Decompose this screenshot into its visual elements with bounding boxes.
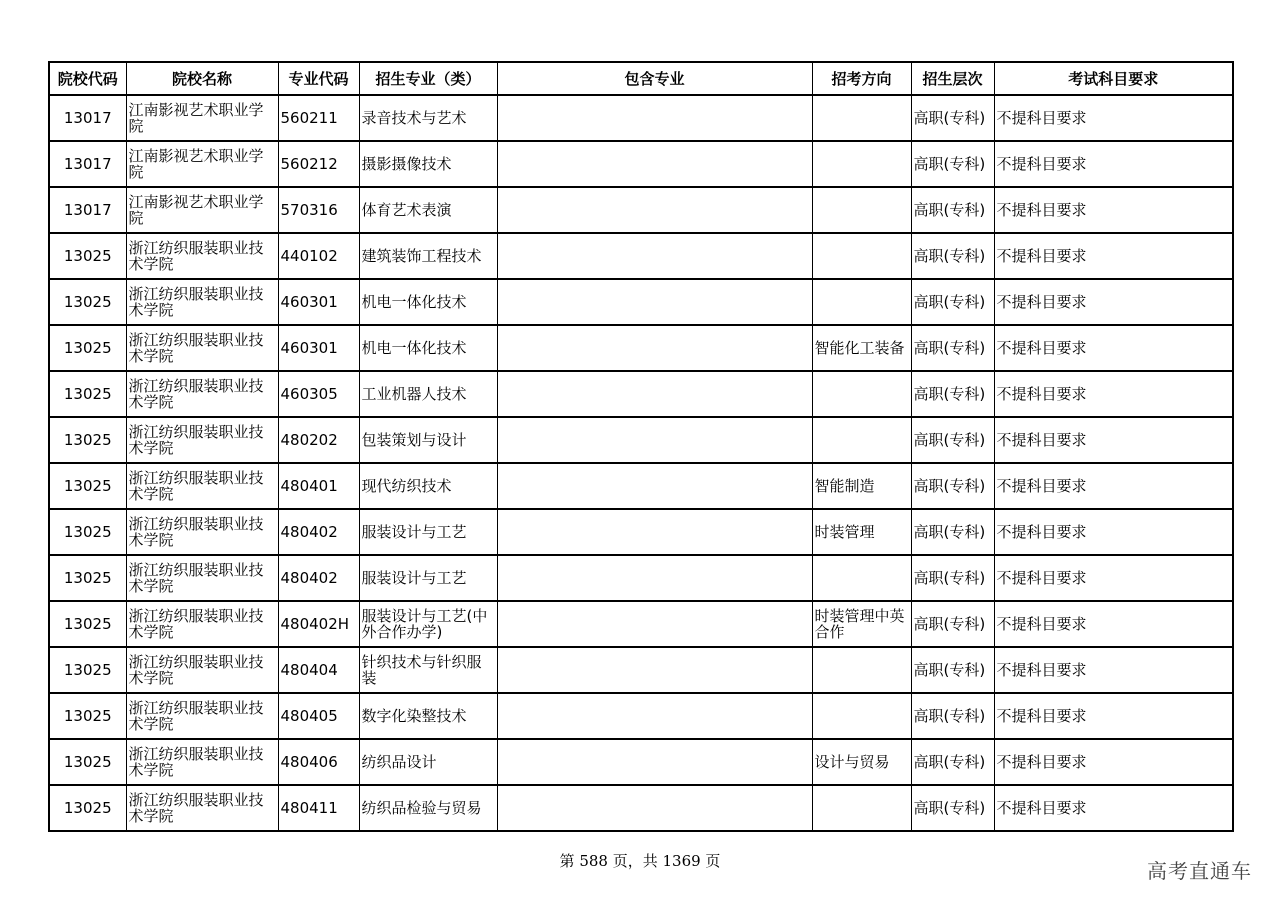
cell-major-code: 480404 — [278, 647, 359, 693]
cell-level: 高职(专科) — [911, 509, 994, 555]
cell-school-code: 13025 — [49, 693, 126, 739]
cell-direction: 智能制造 — [812, 463, 911, 509]
table-row — [49, 463, 1233, 509]
table-row — [49, 325, 1233, 371]
cell-major: 针织技术与针织服装 — [359, 647, 497, 693]
cell-subject-requirements: 不提科目要求 — [994, 233, 1233, 279]
page-footer: 第 588 页，共 1369 页 — [559, 852, 721, 870]
table-row — [49, 141, 1233, 187]
cell-school-code: 13025 — [49, 233, 126, 279]
cell-direction — [812, 417, 911, 463]
table-row — [49, 233, 1233, 279]
cell-level: 高职(专科) — [911, 555, 994, 601]
header-direction: 招考方向 — [812, 62, 911, 95]
cell-school-name: 江南影视艺术职业学院 — [126, 95, 278, 141]
cell-major: 工业机器人技术 — [359, 371, 497, 417]
cell-direction — [812, 95, 911, 141]
cell-direction — [812, 279, 911, 325]
cell-subject-requirements: 不提科目要求 — [994, 371, 1233, 417]
cell-school-code: 13025 — [49, 371, 126, 417]
cell-major: 建筑装饰工程技术 — [359, 233, 497, 279]
cell-school-name: 浙江纺织服装职业技术学院 — [126, 785, 278, 831]
cell-school-name: 浙江纺织服装职业技术学院 — [126, 601, 278, 647]
cell-level: 高职(专科) — [911, 647, 994, 693]
table-row — [49, 371, 1233, 417]
table-row — [49, 739, 1233, 785]
table-row — [49, 95, 1233, 141]
cell-included-majors — [497, 509, 812, 555]
cell-included-majors — [497, 601, 812, 647]
cell-included-majors — [497, 785, 812, 831]
cell-major-code: 480406 — [278, 739, 359, 785]
cell-subject-requirements: 不提科目要求 — [994, 95, 1233, 141]
cell-subject-requirements: 不提科目要求 — [994, 279, 1233, 325]
cell-major: 摄影摄像技术 — [359, 141, 497, 187]
cell-major-code: 460301 — [278, 325, 359, 371]
cell-direction — [812, 555, 911, 601]
cell-school-code: 13025 — [49, 325, 126, 371]
cell-school-name: 浙江纺织服装职业技术学院 — [126, 371, 278, 417]
cell-level: 高职(专科) — [911, 693, 994, 739]
table-header — [49, 62, 1233, 95]
cell-major-code: 460305 — [278, 371, 359, 417]
cell-major: 服装设计与工艺 — [359, 509, 497, 555]
cell-school-code: 13025 — [49, 555, 126, 601]
cell-major: 录音技术与艺术 — [359, 95, 497, 141]
cell-included-majors — [497, 279, 812, 325]
cell-level: 高职(专科) — [911, 417, 994, 463]
cell-level: 高职(专科) — [911, 233, 994, 279]
cell-subject-requirements: 不提科目要求 — [994, 187, 1233, 233]
cell-level: 高职(专科) — [911, 463, 994, 509]
cell-direction: 设计与贸易 — [812, 739, 911, 785]
cell-subject-requirements: 不提科目要求 — [994, 601, 1233, 647]
cell-subject-requirements: 不提科目要求 — [994, 739, 1233, 785]
header-school-name: 院校名称 — [126, 62, 278, 95]
header-level: 招生层次 — [911, 62, 994, 95]
cell-school-name: 浙江纺织服装职业技术学院 — [126, 509, 278, 555]
cell-direction: 智能化工装备 — [812, 325, 911, 371]
cell-school-name: 浙江纺织服装职业技术学院 — [126, 233, 278, 279]
cell-major-code: 480202 — [278, 417, 359, 463]
cell-subject-requirements: 不提科目要求 — [994, 463, 1233, 509]
cell-included-majors — [497, 647, 812, 693]
cell-major-code: 460301 — [278, 279, 359, 325]
cell-school-code: 13025 — [49, 509, 126, 555]
cell-level: 高职(专科) — [911, 279, 994, 325]
cell-major-code: 480411 — [278, 785, 359, 831]
cell-major: 服装设计与工艺(中外合作办学) — [359, 601, 497, 647]
cell-school-code: 13025 — [49, 279, 126, 325]
cell-subject-requirements: 不提科目要求 — [994, 325, 1233, 371]
cell-subject-requirements: 不提科目要求 — [994, 417, 1233, 463]
cell-major-code: 440102 — [278, 233, 359, 279]
cell-level: 高职(专科) — [911, 325, 994, 371]
cell-level: 高职(专科) — [911, 785, 994, 831]
cell-subject-requirements: 不提科目要求 — [994, 647, 1233, 693]
cell-school-code: 13017 — [49, 95, 126, 141]
cell-school-code: 13017 — [49, 141, 126, 187]
cell-subject-requirements: 不提科目要求 — [994, 693, 1233, 739]
cell-direction: 时装管理中英合作 — [812, 601, 911, 647]
cell-school-name: 浙江纺织服装职业技术学院 — [126, 693, 278, 739]
table-row — [49, 601, 1233, 647]
header-subject-requirements: 考试科目要求 — [994, 62, 1233, 95]
cell-school-code: 13025 — [49, 417, 126, 463]
cell-included-majors — [497, 371, 812, 417]
table-body — [49, 95, 1233, 831]
cell-major-code: 560212 — [278, 141, 359, 187]
header-row — [49, 62, 1233, 95]
cell-included-majors — [497, 463, 812, 509]
header-school-code: 院校代码 — [49, 62, 126, 95]
cell-subject-requirements: 不提科目要求 — [994, 785, 1233, 831]
cell-major-code: 480402 — [278, 555, 359, 601]
cell-subject-requirements: 不提科目要求 — [994, 141, 1233, 187]
cell-subject-requirements: 不提科目要求 — [994, 555, 1233, 601]
cell-level: 高职(专科) — [911, 95, 994, 141]
cell-major: 数字化染整技术 — [359, 693, 497, 739]
cell-school-name: 浙江纺织服装职业技术学院 — [126, 555, 278, 601]
watermark-logo: 高考直通车 — [1147, 859, 1252, 883]
cell-included-majors — [497, 233, 812, 279]
cell-included-majors — [497, 417, 812, 463]
header-major-code: 专业代码 — [278, 62, 359, 95]
cell-school-name: 江南影视艺术职业学院 — [126, 141, 278, 187]
cell-major: 包装策划与设计 — [359, 417, 497, 463]
cell-level: 高职(专科) — [911, 371, 994, 417]
table-row — [49, 187, 1233, 233]
cell-school-code: 13025 — [49, 463, 126, 509]
header-major: 招生专业（类） — [359, 62, 497, 95]
cell-major: 机电一体化技术 — [359, 325, 497, 371]
cell-major: 服装设计与工艺 — [359, 555, 497, 601]
cell-school-name: 浙江纺织服装职业技术学院 — [126, 739, 278, 785]
cell-level: 高职(专科) — [911, 187, 994, 233]
cell-major-code: 480402 — [278, 509, 359, 555]
cell-major-code: 570316 — [278, 187, 359, 233]
cell-major: 机电一体化技术 — [359, 279, 497, 325]
table-row — [49, 693, 1233, 739]
cell-school-code: 13025 — [49, 601, 126, 647]
admissions-table — [48, 61, 1234, 832]
cell-major: 体育艺术表演 — [359, 187, 497, 233]
cell-school-code: 13025 — [49, 785, 126, 831]
cell-included-majors — [497, 95, 812, 141]
cell-school-code: 13025 — [49, 739, 126, 785]
cell-level: 高职(专科) — [911, 739, 994, 785]
cell-direction — [812, 141, 911, 187]
cell-included-majors — [497, 555, 812, 601]
table-row — [49, 279, 1233, 325]
cell-direction — [812, 371, 911, 417]
cell-subject-requirements: 不提科目要求 — [994, 509, 1233, 555]
cell-major-code: 480402H — [278, 601, 359, 647]
header-included-majors: 包含专业 — [497, 62, 812, 95]
cell-included-majors — [497, 325, 812, 371]
cell-school-name: 浙江纺织服装职业技术学院 — [126, 325, 278, 371]
cell-school-name: 浙江纺织服装职业技术学院 — [126, 279, 278, 325]
cell-level: 高职(专科) — [911, 141, 994, 187]
cell-major: 纺织品设计 — [359, 739, 497, 785]
cell-included-majors — [497, 141, 812, 187]
cell-direction — [812, 647, 911, 693]
table-row — [49, 785, 1233, 831]
cell-included-majors — [497, 693, 812, 739]
cell-level: 高职(专科) — [911, 601, 994, 647]
cell-school-name: 浙江纺织服装职业技术学院 — [126, 417, 278, 463]
cell-school-name: 浙江纺织服装职业技术学院 — [126, 463, 278, 509]
cell-major: 现代纺织技术 — [359, 463, 497, 509]
cell-direction: 时装管理 — [812, 509, 911, 555]
cell-direction — [812, 785, 911, 831]
cell-major-code: 480405 — [278, 693, 359, 739]
cell-major-code: 560211 — [278, 95, 359, 141]
table-row — [49, 417, 1233, 463]
cell-direction — [812, 187, 911, 233]
cell-major: 纺织品检验与贸易 — [359, 785, 497, 831]
cell-school-name: 江南影视艺术职业学院 — [126, 187, 278, 233]
cell-major-code: 480401 — [278, 463, 359, 509]
cell-included-majors — [497, 187, 812, 233]
table-row — [49, 647, 1233, 693]
cell-direction — [812, 233, 911, 279]
table-row — [49, 555, 1233, 601]
cell-direction — [812, 693, 911, 739]
cell-school-code: 13017 — [49, 187, 126, 233]
cell-school-name: 浙江纺织服装职业技术学院 — [126, 647, 278, 693]
cell-school-code: 13025 — [49, 647, 126, 693]
table-row — [49, 509, 1233, 555]
cell-included-majors — [497, 739, 812, 785]
